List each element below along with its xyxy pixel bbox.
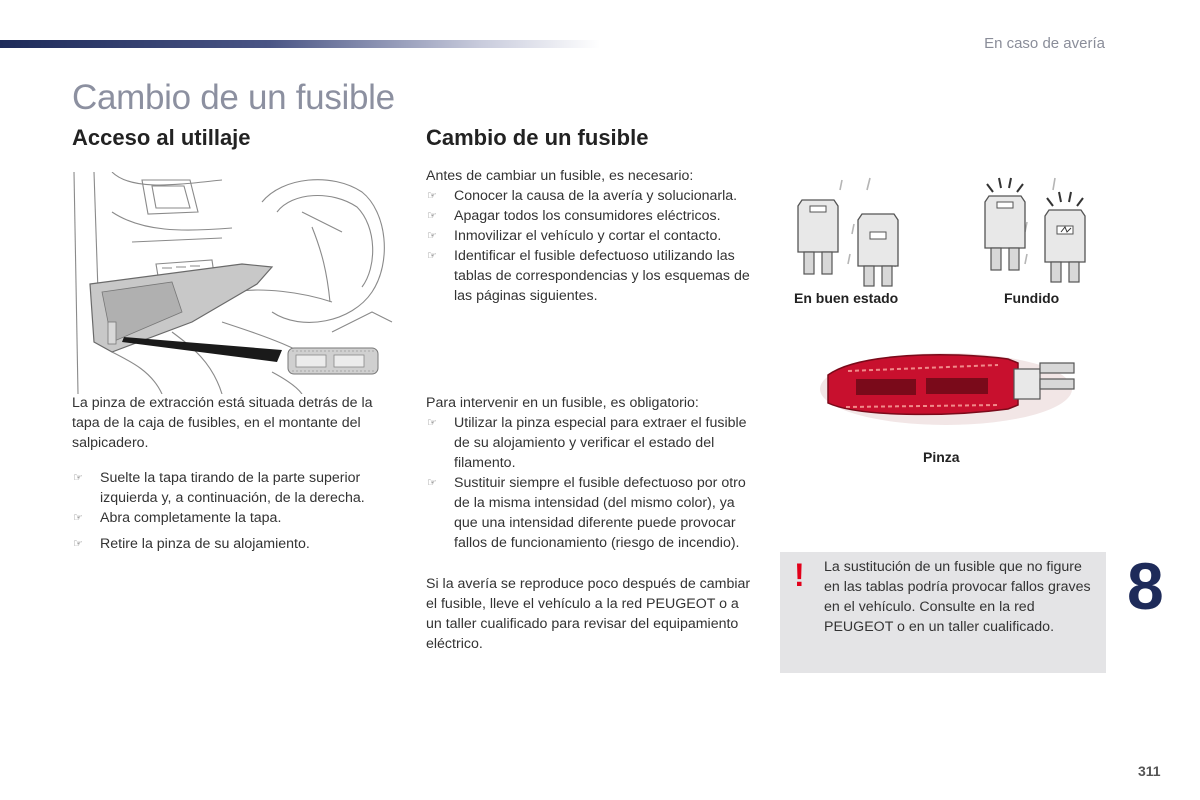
page-title: Cambio de un fusible <box>72 78 395 117</box>
fuse-pliers-illustration <box>818 345 1080 427</box>
list-item <box>72 468 402 508</box>
exclamation-icon: ! <box>794 557 805 593</box>
list-item-text: Abra completamente la tapa. <box>100 510 282 526</box>
warning-box <box>780 552 1106 673</box>
chapter-number: 8 <box>1127 549 1164 623</box>
heading-fuse-change: Cambio de un fusible <box>426 125 649 150</box>
list-item-text: Sustituir siempre el fusible defectuoso por otro de la misma intensidad (del mismo color), ya que una intensidad diferente puede provocar fallos de funcionamiento (riesgo de incendio). <box>454 475 746 551</box>
before-change-intro: Antes de cambiar un fusible, es necesario: <box>426 168 694 184</box>
list-item <box>426 473 748 553</box>
bullet-hand-icon: ☞ <box>73 538 83 550</box>
bullet-hand-icon: ☞ <box>427 477 437 489</box>
page-number: 311 <box>1138 763 1161 779</box>
bullet-hand-icon: ☞ <box>427 250 437 262</box>
before-change-list <box>426 186 756 306</box>
caption-pliers: Pinza <box>923 449 960 465</box>
list-item-text: Apagar todos los consumidores eléctricos. <box>454 208 721 224</box>
bullet-hand-icon: ☞ <box>427 417 437 429</box>
blown-fuses-illustration <box>975 172 1100 287</box>
list-item-text: Identificar el fusible defectuoso utilizando las tablas de correspondencias y los esquemas de las páginas siguientes. <box>454 248 750 304</box>
section-header: En caso de avería <box>984 35 1105 52</box>
bullet-hand-icon: ☞ <box>427 190 437 202</box>
recurring-fault-text: Si la avería se reproduce poco después de cambiar el fusible, lleve el vehículo a la red PEUGEOT o a un taller cualificado para revisar del equipamiento eléctrico. <box>426 576 751 652</box>
list-item-text: Utilizar la pinza especial para extraer el fusible de su alojamiento y verificar el estado del filamento. <box>454 415 747 471</box>
list-item-text: Suelte la tapa tirando de la parte superior izquierda y, a continuación, de la derecha. <box>100 470 365 506</box>
caption-good-fuse: En buen estado <box>794 290 899 306</box>
tool-steps-list <box>72 468 402 554</box>
bullet-hand-icon: ☞ <box>73 512 83 524</box>
dashboard-illustration <box>72 172 400 394</box>
bullet-hand-icon: ☞ <box>427 210 437 222</box>
header-gradient-bar <box>0 40 600 48</box>
list-item <box>426 246 756 306</box>
bullet-hand-icon: ☞ <box>427 230 437 242</box>
list-item <box>426 206 756 226</box>
list-item <box>72 534 402 554</box>
heading-tool-access: Acceso al utillaje <box>72 125 251 150</box>
list-item-text: Retire la pinza de su alojamiento. <box>100 536 310 552</box>
list-item <box>426 186 756 206</box>
list-item-text: Inmovilizar el vehículo y cortar el contacto. <box>454 228 722 244</box>
list-item <box>426 226 756 246</box>
caption-blown-fuse: Fundido <box>1004 290 1060 306</box>
bullet-hand-icon: ☞ <box>73 472 83 484</box>
list-item-text: Conocer la causa de la avería y solucionarla. <box>454 188 738 204</box>
mandatory-list <box>426 413 748 553</box>
list-item <box>426 413 748 473</box>
list-item <box>72 508 402 528</box>
tool-location-text: La pinza de extracción está situada detrás de la tapa de la caja de fusibles, en el montante del salpicadero. <box>72 395 373 451</box>
good-fuses-illustration <box>790 172 910 287</box>
warning-text: La sustitución de un fusible que no figure en las tablas podría provocar fallos graves en el vehículo. Consulte en la red PEUGEOT o en un taller cualificado. <box>824 559 1091 635</box>
mandatory-intro: Para intervenir en un fusible, es obligatorio: <box>426 395 699 411</box>
